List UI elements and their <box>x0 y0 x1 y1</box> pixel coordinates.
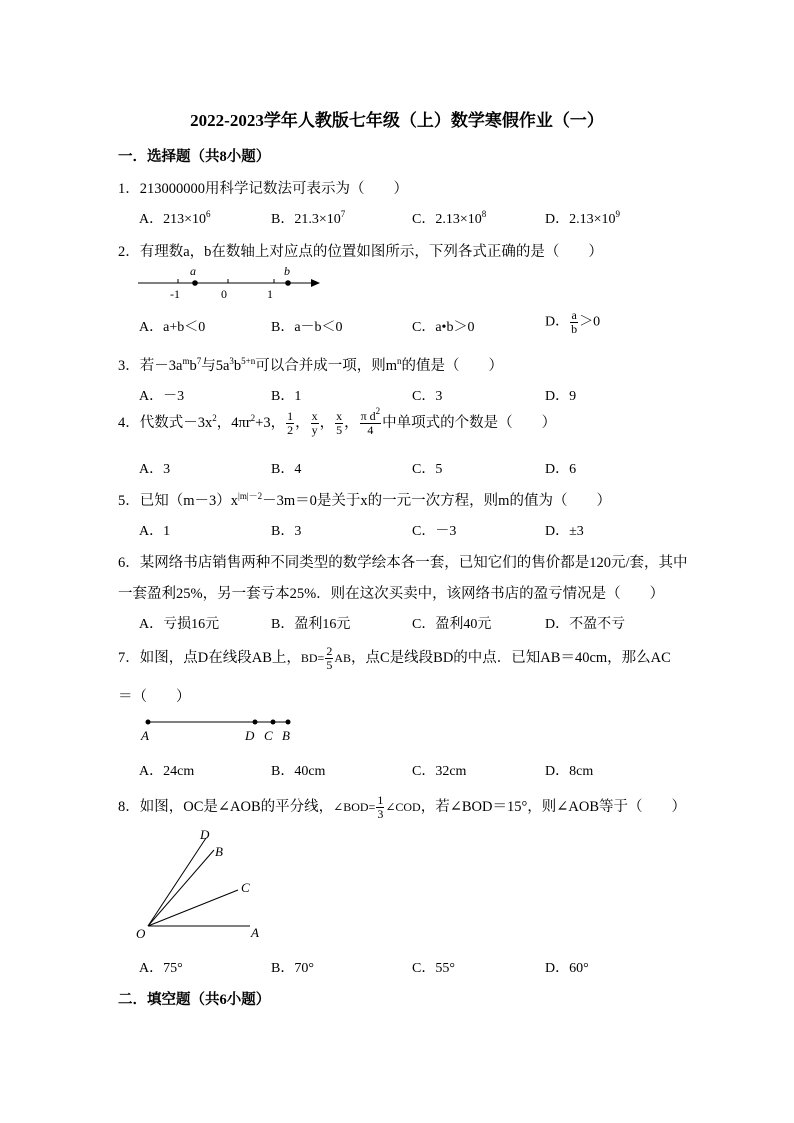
question-7-stem-line2: ＝（ ） <box>118 689 191 705</box>
question-6-stem-line2: 一套盈利25%，另一套亏本25%．则在这次买卖中，该网络书店的盈亏情况是（ ） <box>118 586 665 602</box>
label-C: C <box>241 880 250 895</box>
question-6-stem-line1: 6．某网络书店销售两种不同类型的数学绘本各一套，已知它们的售价都是120元/套，其中 <box>118 555 688 571</box>
tick-label-0: 0 <box>221 287 227 301</box>
section-heading-choice: 一．选择题（共8小题） <box>118 149 271 165</box>
q5-option-a[interactable]: A．1 <box>139 524 171 539</box>
section-heading-fill: 二．填空题（共6小题） <box>118 992 271 1008</box>
point-A <box>146 720 151 725</box>
label-B: B <box>215 844 223 859</box>
q4-option-b[interactable]: B．4 <box>271 462 302 477</box>
point-C <box>271 720 276 725</box>
point-D <box>253 720 258 725</box>
q7-option-a[interactable]: A．24cm <box>139 764 195 779</box>
q6-option-c[interactable]: C．盈利40元 <box>412 617 492 632</box>
q6-option-b[interactable]: B．盈利16元 <box>271 617 351 632</box>
q1-option-c[interactable]: C．$2.13\times 10^8$ <box>412 209 487 227</box>
q8-option-a[interactable]: A．75° <box>139 961 183 976</box>
tick-label-neg1: -1 <box>170 287 180 301</box>
q4-option-c[interactable]: C．5 <box>412 462 443 477</box>
label-O: O <box>136 926 146 941</box>
q2-option-c[interactable]: C．a•b＞0 <box>412 320 475 335</box>
label-b: b <box>284 264 290 278</box>
q7-option-c[interactable]: C．32cm <box>412 764 467 779</box>
q3-option-d[interactable]: D．9 <box>545 389 577 404</box>
q5-option-c[interactable]: C．－3 <box>412 524 457 539</box>
q5-option-b[interactable]: B．3 <box>271 524 302 539</box>
q2-option-b[interactable]: B．a－b＜0 <box>271 320 343 335</box>
q7-option-d[interactable]: D．8cm <box>545 764 594 779</box>
q8-option-d[interactable]: D．60° <box>545 961 589 976</box>
number-line-arrow <box>311 279 320 287</box>
q7-option-b[interactable]: B．40cm <box>271 764 326 779</box>
label-A: A <box>141 728 149 743</box>
question-4-stem: 4．代数式$-3x^2$，$4\pi r^2+3$， $\frac{1}{2}$ ， $\frac{x}{y}$ ， $\frac{x}{5}$ ， $\frac{\pi d^2}{4}$ 中单项式的个数是（ ） <box>118 406 557 437</box>
ray-oc <box>148 890 238 926</box>
q1-option-d[interactable]: D．$2.13\times 10^9$ <box>545 209 621 227</box>
q8-option-b[interactable]: B．70° <box>271 961 314 976</box>
label-C: C <box>264 728 273 743</box>
q3-option-c[interactable]: C．3 <box>412 389 443 404</box>
label-a: a <box>190 264 196 278</box>
q3-option-a[interactable]: A．－3 <box>139 389 185 404</box>
q8-option-c[interactable]: C．55° <box>412 961 455 976</box>
point-b <box>285 280 291 286</box>
q6-option-d[interactable]: D．不盈不亏 <box>545 617 626 632</box>
q5-option-d[interactable]: D．±3 <box>545 524 584 539</box>
question-7-stem-line1: 7．如图，点D在线段AB上，BD= $\frac{2}{5}$ AB，点C是线段BD的中点．已知AB＝40cm，那么AC <box>118 644 671 672</box>
question-5-stem: 5．已知$(m-3)x^{|m|-2}-3m=0$是关于x的一元一次方程，则m的值为（ ） <box>118 491 611 509</box>
number-line-figure <box>134 262 324 302</box>
label-D: D <box>200 827 210 842</box>
q1-option-b[interactable]: B．$21.3\times 10^7$ <box>271 209 346 227</box>
label-B: B <box>282 728 290 743</box>
page-title: 2022-2023学年人教版七年级（上）数学寒假作业（一） <box>190 111 604 130</box>
ray-od <box>148 838 206 926</box>
q2-option-d[interactable]: D． $\frac{a}{b}$ ＞0 <box>545 308 601 336</box>
angle-figure <box>130 826 270 946</box>
label-D: D <box>245 728 255 743</box>
q3-option-b[interactable]: B．1 <box>271 389 302 404</box>
question-3-stem: 3．若$-3a^mb^7$与$5a^3b^{5+n}$可以合并成一项，则$m^n$的值是（ ） <box>118 356 503 374</box>
ray-ob <box>148 850 214 926</box>
question-2-stem: 2．有理数a，b在数轴上对应点的位置如图所示，下列各式正确的是（ ） <box>118 244 603 260</box>
q6-option-a[interactable]: A．亏损16元 <box>139 617 220 632</box>
q2-option-a[interactable]: A．a+b＜0 <box>139 320 206 335</box>
label-A: A <box>251 925 259 940</box>
q4-option-a[interactable]: A．3 <box>139 462 171 477</box>
point-B <box>286 720 291 725</box>
line-segment-figure <box>134 712 304 746</box>
q4-option-d[interactable]: D．6 <box>545 462 577 477</box>
tick-label-1: 1 <box>267 287 273 301</box>
question-8-stem: 8．如图，OC是∠AOB的平分线，∠BOD= $\frac{1}{3}$ ∠COD，若∠BOD＝15°，则∠AOB等于（ ） <box>118 793 687 821</box>
question-1-stem: 1．213000000用科学记数法可表示为（ ） <box>118 181 408 197</box>
point-a <box>192 280 198 286</box>
q1-option-a[interactable]: A．$213\times 10^6$ <box>139 209 211 227</box>
